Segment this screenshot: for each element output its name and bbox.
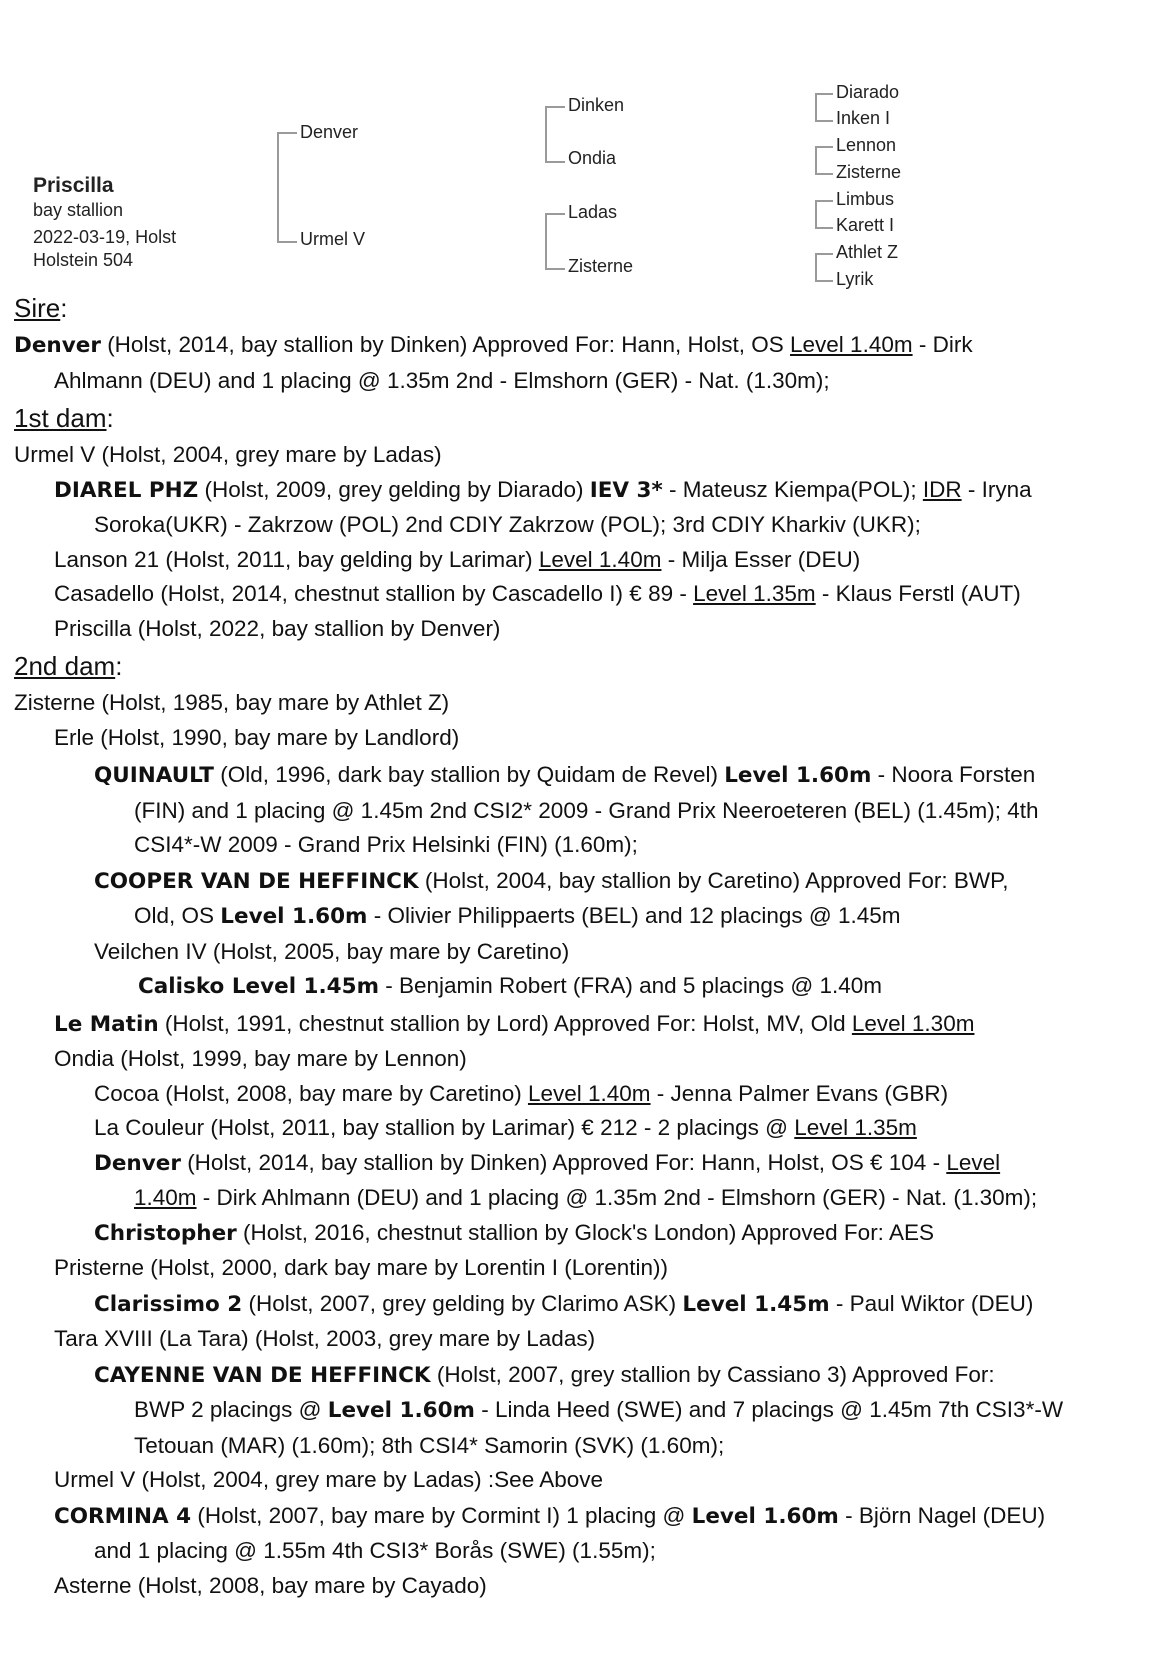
horse-details: (Holst, 1991, chestnut stallion by Lord) Approved For: Holst, MV, Old [158,1010,852,1036]
offspring-entry [14,1287,1164,1323]
horse-details: (Holst, 2014, bay stallion by Dinken) Approved For: Hann, Holst, OS [100,332,791,357]
horse-name: Le Matin [54,1011,159,1037]
offspring-entry-cont: Tetouan (MAR) (1.60m); 8th CSI4* Samorin (SVK) (1.60m); [134,1432,725,1458]
horse-level: Level 1.45m [231,974,379,999]
heading-text: Sire [14,293,61,323]
offspring-entry-cont: and 1 placing @ 1.55m 4th CSI3* Borås (SWE) (1.55m); [94,1538,656,1563]
sire-node: Denver [300,122,359,142]
offspring-entry [14,864,1164,900]
horse-details: BWP 2 placings @ [134,1397,328,1422]
horse-name: QUINAULT [94,763,214,788]
horse-details: (Holst, 2016, chestnut stallion by Glock's London) Approved For: AES [236,1219,934,1245]
section-heading-2nd-dam: 2nd dam: [14,651,123,681]
horse-name: Clarissimo 2 [94,1291,243,1317]
horse-results: - Klaus Ferstl (AUT) [815,581,1021,606]
gen2-node: Ondia [568,148,617,168]
offspring-entry-cont: (FIN) and 1 placing @ 1.45m 2nd CSI2* 2009 - Grand Prix Neeroeteren (BEL) (1.45m); 4th [134,797,1039,823]
subject-name: Priscilla [33,174,114,197]
offspring-entry: Priscilla (Holst, 2022, bay stallion by Denver) [54,615,501,641]
horse-details: Old, OS [134,903,221,928]
offspring-entry [14,1146,1164,1182]
horse-details: (Holst, 2014, bay stallion by Dinken) Approved For: Hann, Holst, OS € 104 - [180,1149,947,1175]
horse-details: (Holst, 2007, grey stallion by Cassiano 3) Approved For: [430,1361,995,1387]
horse-name: Denver [94,1150,181,1176]
gen3-node: Lyrik [836,269,874,289]
sire-entry-cont: Ahlmann (DEU) and 1 placing @ 1.35m 2nd - Elmshorn (GER) - Nat. (1.30m); [54,367,830,393]
gen3-node: Diarado [836,82,900,102]
horse-name: Denver [14,333,101,358]
section-heading-sire: Sire: [14,293,68,323]
horse-details: (Holst, 2009, grey gelding by Diarado) [198,476,590,502]
section-heading-1st-dam: 1st dam: [14,403,114,433]
horse-details: La Couleur (Holst, 2011, bay stallion by Larimar) € 212 - 2 placings @ [94,1115,795,1140]
subject-description: bay stallion [33,200,124,220]
heading-text: 2nd dam [14,651,116,681]
offspring-entry: Asterne (Holst, 2008, bay mare by Cayado) [54,1572,487,1598]
offspring-entry [14,1358,1164,1394]
bracket-gen2-a [545,106,565,163]
offspring-entry [14,1111,1164,1146]
subject-birth: 2022-03-19, Holst [33,227,177,247]
bracket-gen2-b [545,213,565,270]
offspring-entry: Erle (Holst, 1990, bay mare by Landlord) [54,724,460,750]
offspring-entry: Pristerne (Holst, 2000, dark bay mare by Lorentin I (Lorentin)) [54,1255,669,1280]
subject-registry: Holstein 504 [33,250,134,270]
horse-details: (Holst, 2007, bay mare by Cormint I) 1 placing @ [191,1502,692,1528]
offspring-entry-cont [14,899,1164,935]
offspring-entry-cont [14,1181,1164,1216]
pedigree-document [14,288,1164,1603]
gen3-node: Inken I [836,108,891,128]
level-link[interactable]: Level 1.35m [794,1115,917,1140]
horse-details: (Holst, 2004, bay stallion by Caretino) Approved For: BWP, [418,867,1009,893]
horse-results: - Milja Esser (DEU) [661,546,861,572]
offspring-entry [14,1216,1164,1252]
horse-name: Calisko [138,974,232,999]
horse-level: Level 1.60m [220,904,368,929]
level-link[interactable]: Level 1.40m [790,332,913,357]
bracket-gen3 [815,200,833,229]
horse-results: - Jenna Palmer Evans (GBR) [650,1080,949,1106]
bracket-gen1 [277,132,297,243]
dam-entry: Urmel V (Holst, 2004, grey mare by Ladas) [14,442,442,467]
bracket-gen3 [815,253,833,282]
horse-details: (Old, 1996, dark bay stallion by Quidam de Revel) [213,762,725,787]
horse-name: CORMINA 4 [54,1503,192,1529]
level-link[interactable]: Level 1.30m [851,1010,975,1036]
offspring-entry [14,969,1164,1005]
gen3-node: Athlet Z [836,242,899,262]
horse-details: Lanson 21 (Holst, 2011, bay gelding by Larimar) [54,546,539,572]
sire-entry [14,328,1164,364]
horse-level: Level 1.60m [327,1398,475,1423]
horse-details: (Holst, 2007, grey gelding by Clarimo ASK) [242,1290,683,1316]
gen3-node: Limbus [836,189,895,209]
offspring-entry: Ondia (Holst, 1999, bay mare by Lennon) [54,1046,467,1071]
offspring-entry: Veilchen IV (Holst, 2005, bay mare by Caretino) [94,938,570,964]
offspring-entry [14,758,1164,794]
offspring-entry: Urmel V (Holst, 2004, grey mare by Ladas) :See Above [54,1467,604,1492]
idr-link[interactable]: IDR [922,476,962,502]
horse-level: Level 1.60m [724,763,872,788]
horse-name: COOPER VAN DE HEFFINCK [94,868,419,894]
gen2-node: Ladas [568,202,618,222]
offspring-entry [14,1007,1164,1043]
level-link[interactable]: Level 1.40m [527,1080,651,1106]
horse-results: - Olivier Philippaerts (BEL) and 12 placings @ 1.45m [367,903,901,928]
horse-details: Cocoa (Holst, 2008, bay mare by Caretino) [94,1080,528,1106]
horse-level: Level 1.60m [691,1503,839,1529]
horse-results: - Linda Heed (SWE) and 7 placings @ 1.45m 7th CSI3*-W [474,1397,1064,1422]
level-link[interactable]: Level 1.35m [693,581,816,606]
horse-details: Casadello (Holst, 2014, chestnut stallion by Cascadello I) € 89 - [54,581,694,606]
gen3-node: Zisterne [836,162,902,182]
horse-results: - Paul Wiktor (DEU) [829,1290,1034,1316]
level-link[interactable]: 1.40m [134,1185,197,1210]
offspring-entry [14,473,1164,509]
horse-name: CAYENNE VAN DE HEFFINCK [94,1362,431,1388]
horse-results: - Dirk [912,332,973,357]
horse-results: - Benjamin Robert (FRA) and 5 placings @ 1.40m [379,973,883,998]
dam-entry: Zisterne (Holst, 1985, bay mare by Athlet Z) [14,690,450,715]
offspring-entry-cont [14,1393,1164,1429]
offspring-entry [14,543,1164,578]
gen3-node: Karett I [836,215,895,235]
offspring-entry: Tara XVIII (La Tara) (Holst, 2003, grey mare by Ladas) [54,1326,596,1351]
gen3-node: Lennon [836,135,897,155]
gen2-node: Zisterne [568,256,634,276]
level-link[interactable]: Level 1.40m [538,546,662,572]
offspring-entry [14,1499,1164,1535]
level-link[interactable]: Level [946,1149,1001,1175]
offspring-entry-cont: Soroka(UKR) - Zakrzow (POL) 2nd CDIY Zakrzow (POL); 3rd CDIY Kharkiv (UKR); [94,512,921,537]
horse-name: DIAREL PHZ [54,477,199,503]
horse-level: Level 1.45m [682,1291,830,1317]
bracket-gen3 [815,146,833,175]
offspring-entry-cont: CSI4*-W 2009 - Grand Prix Helsinki (FIN) (1.60m); [134,832,638,857]
horse-name: Christopher [94,1220,237,1246]
pedigree-chart [0,0,1167,300]
horse-results: - Noora Forsten [871,762,1036,787]
heading-text: 1st dam [14,403,107,433]
horse-results: - Mateusz Kiempa(POL); [662,476,923,502]
horse-results: - Dirk Ahlmann (DEU) and 1 placing @ 1.35m 2nd - Elmshorn (GER) - Nat. (1.30m); [196,1185,1038,1210]
offspring-entry [14,1077,1164,1112]
gen2-node: Dinken [568,95,625,115]
dam-node: Urmel V [300,229,366,249]
horse-level: IEV 3* [589,477,663,503]
horse-results: - Björn Nagel (DEU) [838,1502,1046,1528]
bracket-gen3 [815,93,833,122]
offspring-entry [14,577,1164,612]
horse-results: - Iryna [961,476,1032,502]
